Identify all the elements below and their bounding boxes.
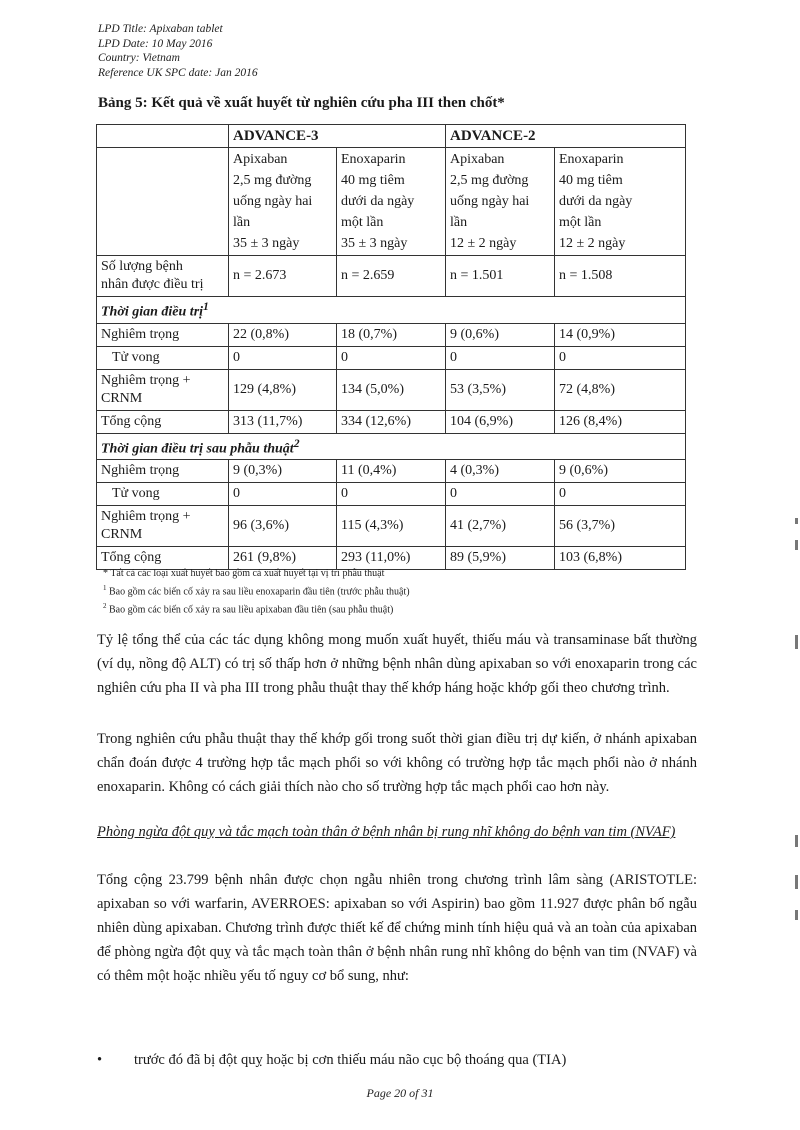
- row-label: Nghiêm trọng: [97, 460, 229, 483]
- arm-header: [446, 148, 555, 256]
- scan-mark: [795, 540, 798, 550]
- table-title: Bảng 5: Kết quả về xuất huyết từ nghiên cứu pha III then chốt*: [98, 95, 505, 111]
- table-row: [97, 256, 686, 297]
- table-cell: 0: [229, 483, 337, 506]
- table-cell: 41 (2,7%): [446, 506, 555, 547]
- table-row: [97, 346, 686, 369]
- arm-duration: 12 ± 2 ngày: [559, 236, 626, 251]
- study-header-advance-2: ADVANCE-2: [446, 125, 686, 148]
- paragraph-knee-replacement: Trong nghiên cứu phẫu thuật thay thế khớp gối trong suốt thời gian điều trị dự kiến, ở nhánh apixaban chẩn đoán được 4 trường hợp tắc mạch phổi so với không có trường hợp tắc mạch phổi nào ở nhánh enoxaparin. Không có cách giải thích nào cho số trường hợp tắc mạch phổi cao hơn này.: [97, 731, 697, 795]
- footnote-marker: 2: [103, 602, 107, 611]
- footnote-2: [103, 599, 410, 617]
- study-header-advance-3: ADVANCE-3: [229, 125, 446, 148]
- document-header: [98, 22, 258, 80]
- table-cell: 11 (0,4%): [337, 460, 446, 483]
- header-country: Country: Vietnam: [98, 52, 180, 64]
- table-cell: 313 (11,7%): [229, 410, 337, 433]
- arm-dose: một lần: [559, 215, 602, 230]
- table-cell: 4 (0,3%): [446, 460, 555, 483]
- table-row: [97, 125, 686, 148]
- arm-header: [555, 148, 686, 256]
- arm-dose: lần: [450, 215, 468, 230]
- table-cell: 0: [229, 346, 337, 369]
- arm-dose: lần: [233, 215, 251, 230]
- table-cell: 126 (8,4%): [555, 410, 686, 433]
- row-label: [97, 506, 229, 547]
- table-cell: 56 (3,7%): [555, 506, 686, 547]
- arm-dose: 40 mg tiêm: [559, 173, 623, 188]
- footnote-text: Bao gồm các biến cố xảy ra sau liều apixaban đầu tiên (sau phẫu thuật): [106, 604, 394, 616]
- row-label-line: CRNM: [101, 527, 143, 543]
- paragraph-adverse-effects: Tỷ lệ tổng thể của các tác dụng không mong muốn xuất huyết, thiếu máu và transaminase bất thường (ví dụ, nồng độ ALT) có trị số thấp hơn ở những bệnh nhân dùng apixaban so với enoxaparin trong các nghiên cứu pha II và pha III trong phẫu thuật thay thế khớp háng hoặc khớp gối theo chương trình.: [97, 632, 697, 696]
- footnote-text: Bao gồm các biến cố xảy ra sau liều enoxaparin đầu tiên (trước phẫu thuật): [106, 586, 410, 598]
- header-reference: Reference UK SPC date: Jan 2016: [98, 66, 258, 79]
- table-cell: 115 (4,3%): [337, 506, 446, 547]
- table-cell: 96 (3,6%): [229, 506, 337, 547]
- table-cell: 53 (3,5%): [446, 369, 555, 410]
- row-label-line: Nghiêm trọng +: [101, 372, 191, 388]
- arm-drug: Enoxaparin: [559, 152, 624, 167]
- scan-mark: [795, 910, 798, 920]
- arm-dose: dưới da ngày: [341, 194, 415, 209]
- paragraph-nvaf-program: Tổng cộng 23.799 bệnh nhân được chọn ngẫu nhiên trong chương trình lâm sàng (ARISTOTLE: apixaban so với warfarin, AVERROES: apixaban so với Aspirin) bao gồm 11.927 được phân bố ngẫu nhiên dùng apixaban. Chương trình được thiết kế để chứng minh tính hiệu quả và an toàn của apixaban để phòng ngừa đột quỵ và tắc mạch toàn thân ở bệnh nhân rung nhĩ không do bệnh van tim (NVAF) và có thêm một hoặc nhiều yếu tố nguy cơ bổ sung, như:: [97, 872, 697, 984]
- row-label: Tổng cộng: [97, 547, 229, 570]
- page-number: Page 20 of 31: [366, 1086, 434, 1100]
- header-title: LPD Title: Apixaban tablet: [98, 23, 223, 35]
- arm-dose: 2,5 mg đường: [233, 173, 312, 188]
- row-label: [97, 369, 229, 410]
- scan-mark: [795, 518, 798, 524]
- arm-dose: một lần: [341, 215, 384, 230]
- arm-dose: 2,5 mg đường: [450, 173, 529, 188]
- table-cell: n = 2.659: [337, 256, 446, 297]
- table-cell: n = 1.501: [446, 256, 555, 297]
- table-cell: 334 (12,6%): [337, 410, 446, 433]
- table-row: [97, 369, 686, 410]
- arm-drug: Enoxaparin: [341, 152, 406, 167]
- row-label: [97, 256, 229, 297]
- row-label-line: Số lượng bệnh: [101, 259, 183, 274]
- section-heading: [97, 297, 686, 324]
- footnote-1: [103, 581, 410, 599]
- list-item-text: trước đó đã bị đột quỵ hoặc bị cơn thiếu máu não cục bộ thoáng qua (TIA): [134, 1052, 567, 1068]
- footnote-marker: 1: [103, 584, 107, 592]
- arm-dose: uống ngày hai: [450, 194, 530, 209]
- table-cell: 293 (11,0%): [337, 547, 446, 570]
- table-cell: 72 (4,8%): [555, 369, 686, 410]
- table-cell: 104 (6,9%): [446, 410, 555, 433]
- footnote-marker: 1: [203, 300, 209, 313]
- row-label-line: nhân được điều trị: [101, 277, 204, 292]
- table-cell: 103 (6,8%): [555, 547, 686, 570]
- row-label: Tổng cộng: [97, 410, 229, 433]
- table-row: [97, 506, 686, 547]
- scan-mark: [795, 635, 798, 649]
- table-cell: 0: [555, 346, 686, 369]
- row-label: Nghiêm trọng: [97, 323, 229, 346]
- section-heading: [97, 433, 686, 460]
- table-cell: 9 (0,6%): [555, 460, 686, 483]
- table-cell: n = 1.508: [555, 256, 686, 297]
- table-cell: 14 (0,9%): [555, 323, 686, 346]
- arm-duration: 35 ± 3 ngày: [341, 236, 408, 251]
- table-cell: 0: [337, 483, 446, 506]
- table-row: [97, 433, 686, 460]
- scan-mark: [795, 835, 798, 847]
- row-label-line: CRNM: [101, 390, 143, 406]
- table-row: [97, 460, 686, 483]
- bullet-icon: •: [97, 1052, 103, 1068]
- row-label: Tử vong: [97, 346, 229, 369]
- arm-drug: Apixaban: [450, 152, 505, 167]
- bleeding-results-table: [96, 124, 686, 570]
- table-cell: 129 (4,8%): [229, 369, 337, 410]
- section-title: Thời gian điều trị sau phẫu thuật: [101, 441, 294, 457]
- section-title: Thời gian điều trị: [101, 304, 204, 320]
- table-cell: 18 (0,7%): [337, 323, 446, 346]
- arm-dose: dưới da ngày: [559, 194, 633, 209]
- arm-duration: 12 ± 2 ngày: [450, 236, 517, 251]
- table-row: [97, 323, 686, 346]
- row-label-line: Nghiêm trọng +: [101, 509, 191, 525]
- header-date: LPD Date: 10 May 2016: [98, 37, 213, 50]
- table-cell: 22 (0,8%): [229, 323, 337, 346]
- table-row: [97, 483, 686, 506]
- arm-header: [337, 148, 446, 256]
- footnote-marker: 2: [293, 436, 300, 450]
- table-cell: 261 (9,8%): [229, 547, 337, 570]
- arm-duration: 35 ± 3 ngày: [233, 236, 300, 251]
- row-label: Tử vong: [97, 483, 229, 506]
- table-row: [97, 148, 686, 256]
- table-cell: 9 (0,6%): [446, 323, 555, 346]
- list-item: [97, 1048, 697, 1072]
- section-heading-nvaf: Phòng ngừa đột quỵ và tắc mạch toàn thân ở bệnh nhân bị rung nhĩ không do bệnh van tim (NVAF): [97, 824, 676, 840]
- table-cell: 0: [446, 346, 555, 369]
- table-cell: 0: [446, 483, 555, 506]
- arm-header: [229, 148, 337, 256]
- arm-drug: Apixaban: [233, 152, 288, 167]
- arm-dose: 40 mg tiêm: [341, 173, 405, 188]
- table-cell: n = 2.673: [229, 256, 337, 297]
- table-cell: 0: [337, 346, 446, 369]
- footnote-star: * Tất cả các loại xuất huyết bao gồm cả xuất huyết tại vị trí phẫu thuật: [103, 568, 385, 579]
- scan-mark: [795, 875, 798, 889]
- table-row: [97, 410, 686, 433]
- table-cell: 134 (5,0%): [337, 369, 446, 410]
- table-footnotes: [103, 566, 410, 618]
- arm-dose: uống ngày hai: [233, 194, 313, 209]
- table-corner-cell: [97, 125, 229, 148]
- table-empty-cell: [97, 148, 229, 256]
- table-cell: 0: [555, 483, 686, 506]
- table-row: [97, 297, 686, 324]
- table-cell: 89 (5,9%): [446, 547, 555, 570]
- table-cell: 9 (0,3%): [229, 460, 337, 483]
